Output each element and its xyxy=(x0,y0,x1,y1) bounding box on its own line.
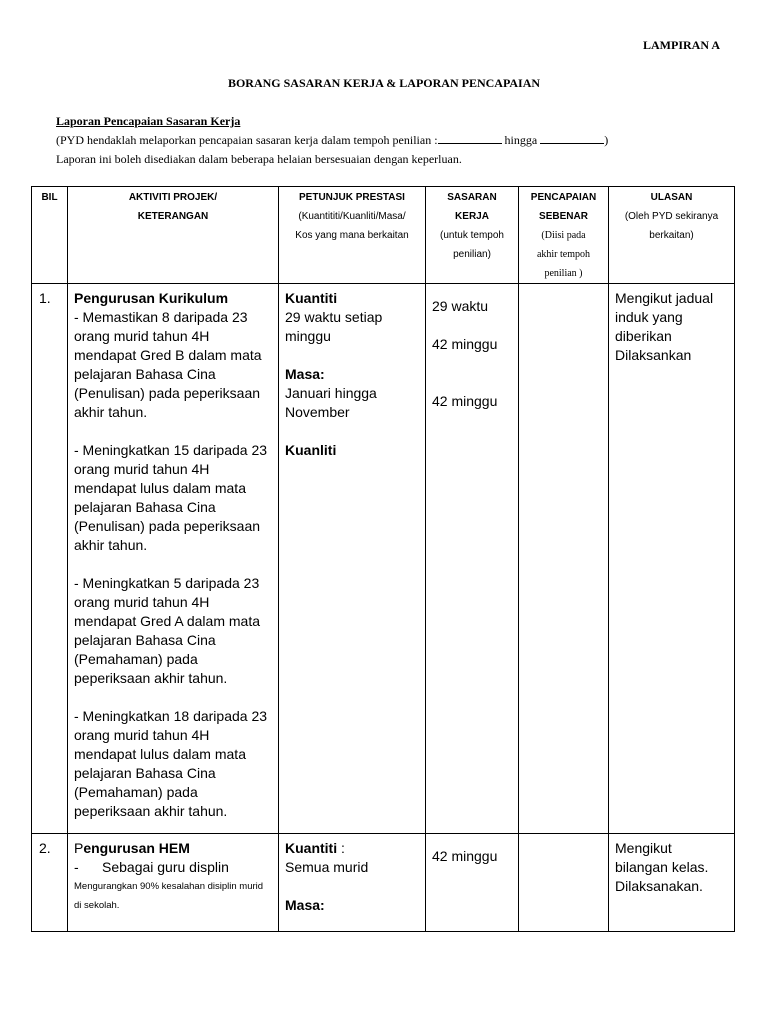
target-value: 42 minggu xyxy=(432,393,498,409)
table-row xyxy=(32,834,735,932)
lampiran-label: LAMPIRAN A xyxy=(643,38,720,52)
target-value: 42 minggu xyxy=(432,848,498,864)
indicator-cell xyxy=(279,284,426,834)
target-report-table xyxy=(31,186,735,932)
header-aktiviti: AKTIVITI PROJEK/ KETERANGAN xyxy=(68,187,279,284)
activity-title: Pengurusan Kurikulum xyxy=(74,290,229,306)
target-value: 29 waktu xyxy=(432,298,489,314)
document-title: BORANG SASARAN KERJA & LAPORAN PENCAPAIAN xyxy=(227,76,541,90)
activity-cell xyxy=(68,834,279,932)
activity-item: - Meningkatkan 15 daripada 23 orang murid tahun 4H mendapat lulus dalam mata pelajaran Bahasa Cina (Penulisan) pada peperiksaan akhir tahun. xyxy=(74,442,268,553)
header-pencapaian: PENCAPAIAN SEBENAR (Diisi pada akhir tempoh penilian ) xyxy=(519,187,609,284)
instruction-line-1 xyxy=(56,131,608,150)
kuantiti-line: Kuantiti : xyxy=(285,840,345,856)
activity-item: - Sebagai guru displin xyxy=(74,859,229,875)
remarks-text: Dilaksankan xyxy=(615,347,692,363)
intro-block xyxy=(56,112,608,169)
kuantiti-value: Semua murid xyxy=(285,859,369,875)
row-number: 1. xyxy=(32,284,68,834)
remarks-cell xyxy=(609,284,735,834)
target-cell xyxy=(426,284,519,834)
masa-value: Januari hingga November xyxy=(285,385,377,420)
kuantiti-label: Kuantiti xyxy=(285,290,338,306)
header-bil: BIL xyxy=(32,187,68,284)
remarks-cell xyxy=(609,834,735,932)
masa-label: Masa: xyxy=(285,366,325,382)
instruction-text-b: hingga xyxy=(504,133,538,147)
instruction-text-a: (PYD hendaklah melaporkan pencapaian sasaran kerja dalam tempoh penilian : xyxy=(56,133,438,147)
instruction-line-2: Laporan ini boleh disediakan dalam beberapa helaian bersesuaian dengan keperluan. xyxy=(56,152,462,166)
indicator-cell xyxy=(279,834,426,932)
kuantiti-value: 29 waktu setiap minggu xyxy=(285,309,383,344)
header-petunjuk: PETUNJUK PRESTASI (Kuantititi/Kuanliti/Masa/ Kos yang mana berkaitan xyxy=(279,187,426,284)
header-ulasan: ULASAN (Oleh PYD sekiranya berkaitan) xyxy=(609,187,735,284)
table-header-row xyxy=(32,187,735,284)
masa-label: Masa: xyxy=(285,897,325,913)
instruction-text-c: ) xyxy=(604,133,609,147)
header-sasaran: SASARAN KERJA (untuk tempoh penilian) xyxy=(426,187,519,284)
kuanliti-label: Kuanliti xyxy=(285,442,337,458)
activity-item: - Memastikan 8 daripada 23 orang murid tahun 4H mendapat Gred B dalam mata pelajaran Bahasa Cina (Penulisan) pada peperiksaan akhir tahun. xyxy=(74,309,262,420)
activity-item: - Meningkatkan 5 daripada 23 orang murid tahun 4H mendapat Gred A dalam mata pelajaran Bahasa Cina (Pemahaman) pada peperiksaan akhir tahun. xyxy=(74,575,260,686)
target-value: 42 minggu xyxy=(432,336,498,352)
subtitle: Laporan Pencapaian Sasaran Kerja xyxy=(56,114,241,128)
activity-item: Mengurangkan 90% kesalahan disiplin murid di sekolah. xyxy=(74,881,264,911)
period-end-blank[interactable] xyxy=(540,132,604,144)
achievement-cell[interactable] xyxy=(519,284,609,834)
period-start-blank[interactable] xyxy=(438,132,502,144)
remarks-text: Mengikut jadual induk yang diberikan xyxy=(615,290,714,344)
activity-cell xyxy=(68,284,279,834)
activity-title: Pengurusan HEM xyxy=(74,840,190,856)
row-number: 2. xyxy=(32,834,68,932)
target-cell xyxy=(426,834,519,932)
table-row xyxy=(32,284,735,834)
activity-item: - Meningkatkan 18 daripada 23 orang murid tahun 4H mendapat lulus dalam mata pelajaran Bahasa Cina (Pemahaman) pada peperiksaan akhir tahun. xyxy=(74,708,268,819)
remarks-text: Dilaksanakan. xyxy=(615,878,703,894)
achievement-cell[interactable] xyxy=(519,834,609,932)
remarks-text: Mengikut bilangan kelas. xyxy=(615,840,709,875)
